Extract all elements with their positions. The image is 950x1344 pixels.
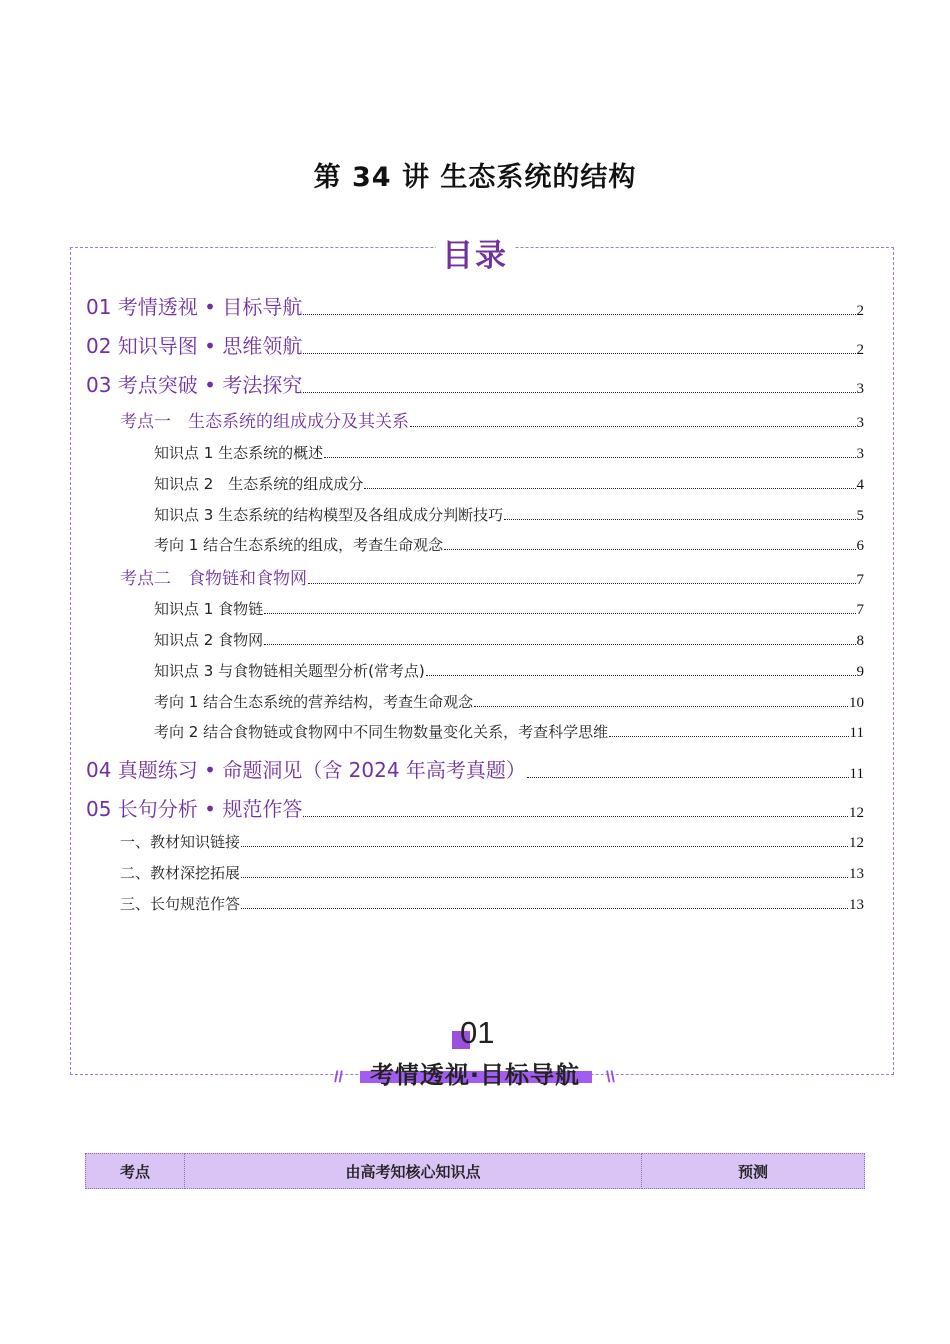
toc-leader-dots	[364, 487, 855, 489]
toc-leader-dots	[241, 876, 848, 878]
toc-entry[interactable]	[154, 690, 864, 712]
toc-entry-page: 13	[849, 866, 864, 882]
toc-entry-label: 考向 1 结合生态系统的营养结构，考查生命观念	[154, 693, 474, 711]
toc-entry[interactable]	[120, 892, 864, 914]
section-title: 考情透视·目标导航	[369, 1061, 581, 1089]
section-banner	[330, 1015, 620, 1095]
toc-entry[interactable]	[120, 830, 864, 852]
toc-entry-label: 03 考点突破 • 考法探究	[86, 373, 303, 397]
toc-entry-label: 05 长句分析 • 规范作答	[86, 797, 303, 821]
toc-entry-page: 7	[856, 572, 864, 588]
toc-entry[interactable]	[154, 720, 864, 742]
toc-entry-label: 02 知识导图 • 思维领航	[86, 334, 303, 358]
toc-entry-page: 11	[849, 725, 864, 741]
toc-leader-dots	[264, 612, 855, 614]
toc-leader-dots	[474, 705, 848, 707]
toc-entry-page: 12	[849, 835, 864, 851]
double-slash-right-icon: \\	[606, 1069, 615, 1086]
toc-entry[interactable]	[154, 659, 864, 681]
toc-entry-page: 2	[856, 303, 864, 319]
toc-leader-dots	[303, 815, 848, 817]
toc-leader-dots	[527, 776, 849, 778]
toc-entry-label: 考向 1 结合生态系统的组成，考查生命观念	[154, 536, 444, 554]
toc-entry[interactable]	[86, 368, 864, 398]
toc-entry-page: 13	[849, 897, 864, 913]
double-slash-left-icon: //	[334, 1069, 343, 1086]
toc-entry-page: 8	[856, 633, 864, 649]
table-header-cell: 考点	[86, 1154, 185, 1189]
toc-entry-label: 知识点 1 生态系统的概述	[154, 444, 324, 462]
toc-entry-label: 知识点 1 食物链	[154, 600, 264, 618]
table-header-cell: 预测	[642, 1154, 865, 1189]
toc-entry[interactable]	[154, 597, 864, 619]
toc-entry[interactable]	[86, 792, 864, 822]
toc-entry[interactable]	[154, 533, 864, 555]
toc-heading-text: 目录	[436, 230, 514, 275]
toc-leader-dots	[504, 518, 855, 520]
toc-leader-dots	[303, 391, 855, 393]
toc-entry-label: 考点二 食物链和食物网	[120, 569, 307, 589]
toc-entry-label: 知识点 2 生态系统的组成成分	[154, 475, 364, 493]
table-header-cell: 由高考知核心知识点	[185, 1154, 642, 1189]
toc-entry-page: 11	[849, 766, 864, 782]
toc-leader-dots	[609, 735, 848, 737]
toc-leader-dots	[410, 425, 856, 427]
toc-entry-page: 7	[856, 602, 864, 618]
toc-entry-label: 知识点 2 食物网	[154, 631, 264, 649]
section-number: 01	[460, 1015, 495, 1050]
toc-entry[interactable]	[120, 565, 864, 589]
toc-entry[interactable]	[154, 503, 864, 525]
toc-entry[interactable]	[86, 290, 864, 320]
toc-entry-page: 9	[856, 664, 864, 680]
toc-leader-dots	[303, 313, 855, 315]
toc-leader-dots	[241, 845, 848, 847]
toc-entry[interactable]	[120, 861, 864, 883]
toc-entry-label: 三、长句规范作答	[120, 895, 241, 913]
toc-entry-page: 6	[856, 538, 864, 554]
toc-entry[interactable]	[120, 408, 864, 432]
toc-entry-label: 01 考情透视 • 目标导航	[86, 295, 303, 319]
toc-entry[interactable]	[154, 441, 864, 463]
exam-overview-table	[85, 1153, 865, 1189]
toc-entry-label: 知识点 3 生态系统的结构模型及各组成成分判断技巧	[154, 506, 504, 524]
toc-entry-page: 12	[849, 805, 864, 821]
toc-entry-page: 3	[856, 415, 864, 431]
toc-entry-page: 5	[856, 508, 864, 524]
toc-entry-page: 2	[856, 342, 864, 358]
toc-entry-page: 3	[856, 381, 864, 397]
toc-leader-dots	[264, 643, 855, 645]
toc-leader-dots	[308, 582, 856, 584]
toc-entry[interactable]	[154, 472, 864, 494]
toc-entry-page: 10	[849, 695, 864, 711]
toc-entry-label: 考向 2 结合食物链或食物网中不同生物数量变化关系，考查科学思维	[154, 723, 609, 741]
toc-entry-label: 04 真题练习 • 命题洞见（含 2024 年高考真题）	[86, 758, 526, 782]
toc-leader-dots	[444, 548, 855, 550]
toc-leader-dots	[241, 907, 848, 909]
toc-heading	[0, 230, 950, 275]
document-title: 第 34 讲 生态系统的结构	[313, 162, 637, 193]
toc-entry-page: 3	[856, 446, 864, 462]
toc-leader-dots	[426, 674, 856, 676]
toc-leader-dots	[303, 352, 855, 354]
toc-entry[interactable]	[154, 628, 864, 650]
toc-entry-label: 二、教材深挖拓展	[120, 864, 241, 882]
table-header-row	[86, 1154, 865, 1189]
toc-entry-label: 考点一 生态系统的组成成分及其关系	[120, 412, 409, 432]
toc-entry-page: 4	[856, 477, 864, 493]
toc-entry[interactable]	[86, 329, 864, 359]
toc-entry[interactable]	[86, 753, 864, 783]
toc-entry-label: 一、教材知识链接	[120, 833, 241, 851]
toc-leader-dots	[324, 456, 855, 458]
toc-entry-label: 知识点 3 与食物链相关题型分析(常考点)	[154, 662, 425, 680]
